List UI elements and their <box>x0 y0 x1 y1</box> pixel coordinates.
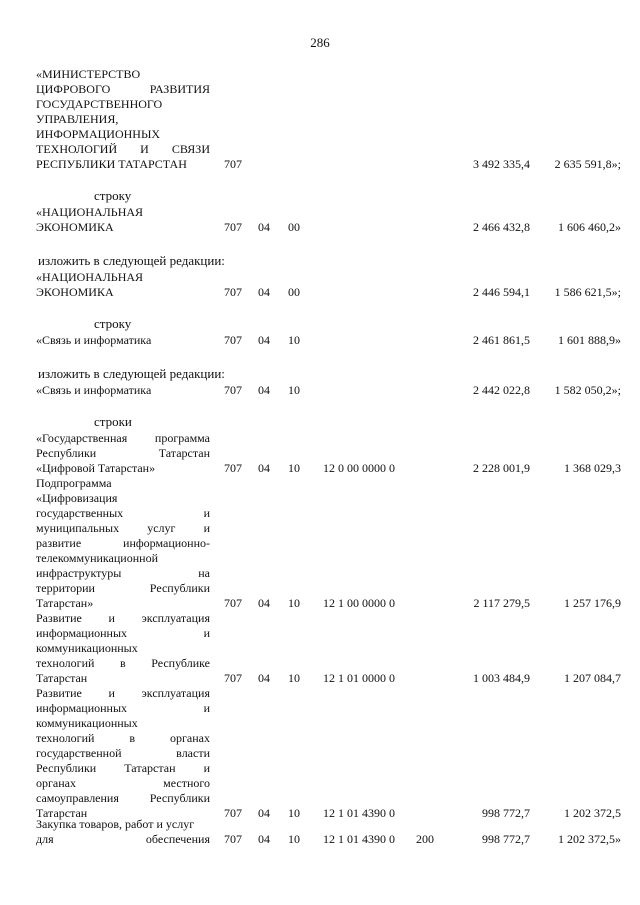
section-code: 04 <box>258 806 270 820</box>
sum-2020: 2 117 279,5 <box>473 596 530 610</box>
sum-2020: 2 446 594,1 <box>473 285 530 299</box>
sum-2021: 1 368 029,3 <box>564 461 621 475</box>
row-economy-new <box>0 270 640 300</box>
row-subprogram <box>0 476 640 611</box>
row-name: «Государственная программа Республики Татарстан «Цифровой Татарстан» <box>36 431 210 475</box>
ved-code: 707 <box>224 806 242 820</box>
subsection-code: 10 <box>288 806 300 820</box>
sum-2020: 1 003 484,9 <box>473 671 530 685</box>
sum-2021: 1 202 372,5 <box>564 806 621 820</box>
sum-2020: 2 442 022,8 <box>473 383 530 397</box>
row-ministry <box>0 67 640 172</box>
row-development-it-authorities <box>0 686 640 821</box>
target-article-code: 12 1 01 4390 0 <box>323 806 395 820</box>
ved-code: 707 <box>224 671 242 685</box>
sum-2021: 2 635 591,8»; <box>554 157 621 171</box>
row-name: «НАЦИОНАЛЬНАЯ ЭКОНОМИКА <box>36 270 144 299</box>
sum-2020: 2 466 432,8 <box>473 220 530 234</box>
row-name: «Связь и информатика <box>36 333 152 347</box>
row-name: Закупка товаров, работ и услуг для обеспечения <box>36 817 210 846</box>
sum-2021: 1 586 621,5»; <box>554 285 621 299</box>
subsection-code: 10 <box>288 333 300 347</box>
ved-code: 707 <box>224 220 242 234</box>
ved-code: 707 <box>224 461 242 475</box>
target-article-code: 12 1 01 4390 0 <box>323 832 395 846</box>
row-communication-new <box>0 383 640 398</box>
page-number: 286 <box>310 35 330 50</box>
sum-2021: 1 601 888,9» <box>558 333 621 347</box>
row-economy-old <box>0 205 640 235</box>
sum-2020: 2 461 861,5 <box>473 333 530 347</box>
section-code: 04 <box>258 333 270 347</box>
target-article-code: 12 0 00 0000 0 <box>323 461 395 475</box>
row-name: «МИНИСТЕРСТВО ЦИФРОВОГО РАЗВИТИЯ ГОСУДАРСТВЕННОГО УПРАВЛЕНИЯ, ИНФОРМАЦИОННЫХ ТЕХНОЛОГИЙ И СВЯЗИ РЕСПУБЛИКИ ТАТАРСТАН <box>36 67 210 171</box>
instruction-line: строку <box>94 316 132 331</box>
sum-2021: 1 202 372,5» <box>558 832 621 846</box>
row-name: Развитие и эксплуатация информационных и коммуникационных технологий в Республике Татарстан <box>36 611 210 685</box>
sum-2020: 2 228 001,9 <box>473 461 530 475</box>
sum-2021: 1 257 176,9 <box>564 596 621 610</box>
section-code: 04 <box>258 220 270 234</box>
sum-2020: 3 492 335,4 <box>473 157 530 171</box>
target-article-code: 12 1 01 0000 0 <box>323 671 395 685</box>
row-name: Подпрограмма «Цифровизация государственных и муниципальных услуг и развитие информационно- телекоммуникационной инфраструктуры на территории Республики Татарстан» <box>36 476 210 610</box>
sum-2020: 998 772,7 <box>482 806 530 820</box>
sum-2021: 1 207 084,7 <box>564 671 621 685</box>
instruction-line: изложить в следующей редакции: <box>38 253 225 268</box>
instruction-line: строку <box>94 188 132 203</box>
sum-2020: 998 772,7 <box>482 832 530 846</box>
section-code: 04 <box>258 832 270 846</box>
target-article-code: 12 1 00 0000 0 <box>323 596 395 610</box>
row-name: «НАЦИОНАЛЬНАЯ ЭКОНОМИКА <box>36 205 144 234</box>
ved-code: 707 <box>224 596 242 610</box>
subsection-code: 00 <box>288 285 300 299</box>
section-code: 04 <box>258 461 270 475</box>
ved-code: 707 <box>224 157 242 171</box>
subsection-code: 00 <box>288 220 300 234</box>
row-communication-old <box>0 333 640 348</box>
instruction-line: изложить в следующей редакции: <box>38 366 225 381</box>
subsection-code: 10 <box>288 596 300 610</box>
ved-code: 707 <box>224 383 242 397</box>
section-code: 04 <box>258 383 270 397</box>
subsection-code: 10 <box>288 832 300 846</box>
row-state-program <box>0 431 640 476</box>
subsection-code: 10 <box>288 383 300 397</box>
sum-2021: 1 606 460,2» <box>558 220 621 234</box>
sum-2021: 1 582 050,2»; <box>554 383 621 397</box>
section-code: 04 <box>258 671 270 685</box>
row-development-it <box>0 611 640 686</box>
subsection-code: 10 <box>288 461 300 475</box>
row-procurement <box>0 817 640 847</box>
ved-code: 707 <box>224 333 242 347</box>
subsection-code: 10 <box>288 671 300 685</box>
section-code: 04 <box>258 285 270 299</box>
row-name: «Связь и информатика <box>36 383 152 397</box>
row-name: Развитие и эксплуатация информационных и коммуникационных технологий в органах государственной власти Республики Татарстан и органах местного самоуправления Республики Татарстан <box>36 686 210 820</box>
ved-code: 707 <box>224 832 242 846</box>
instruction-line: строки <box>94 414 132 429</box>
expense-type-code: 200 <box>416 832 434 846</box>
ved-code: 707 <box>224 285 242 299</box>
section-code: 04 <box>258 596 270 610</box>
